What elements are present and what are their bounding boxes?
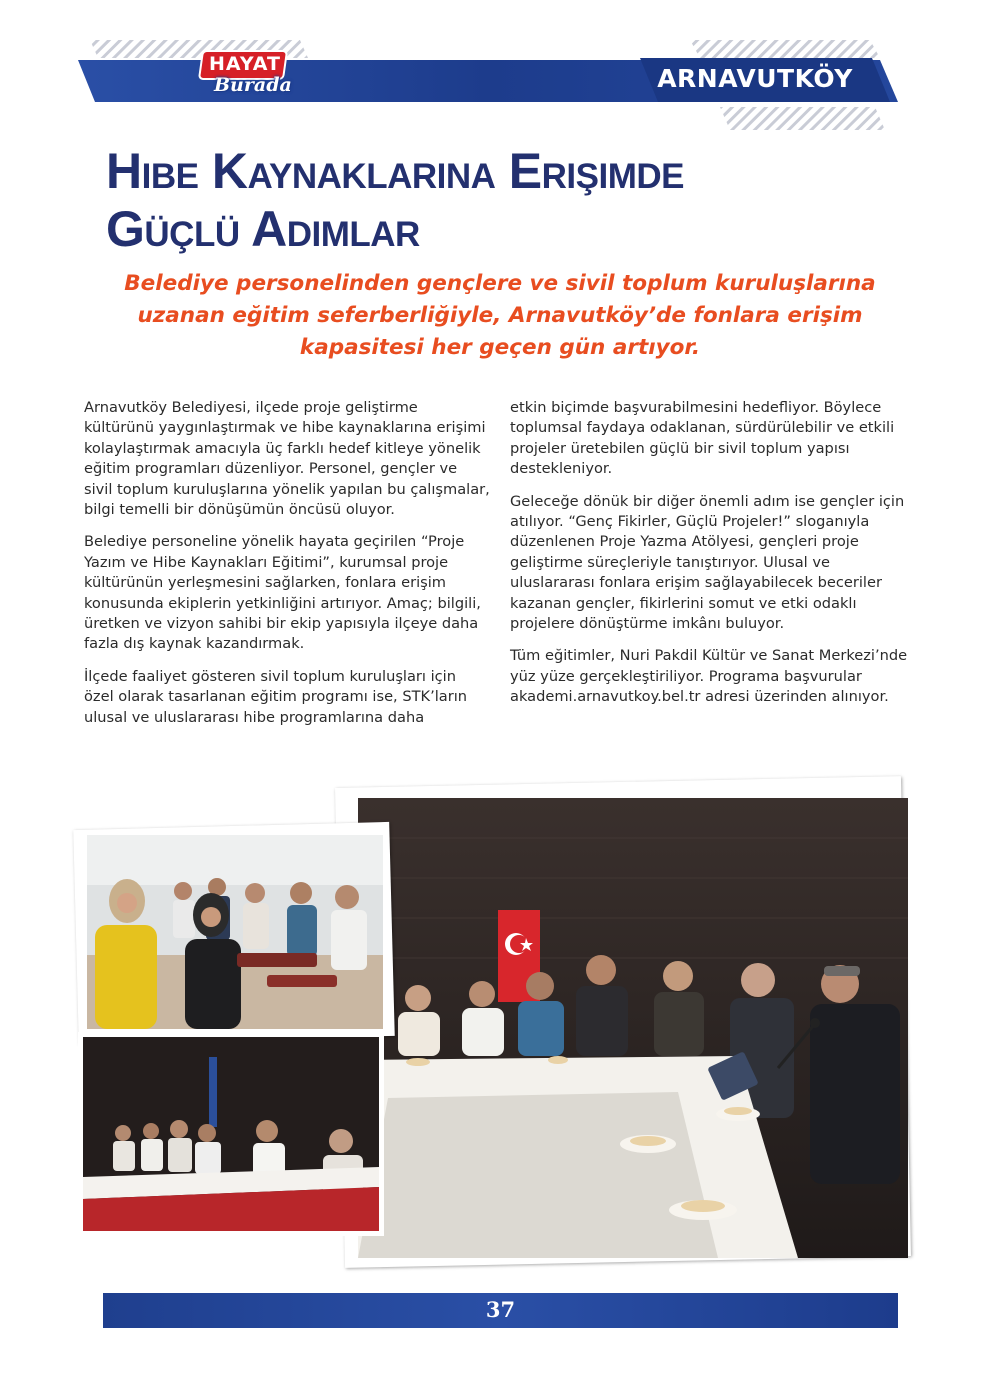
logo-main-text: HAYAT [209,53,281,75]
meeting-photo-main [358,798,908,1258]
page-number: 37 [485,1297,516,1322]
training-participants-photo [82,830,388,1034]
body-paragraph: Belediye personeline yönelik hayata geçirilen “Proje Yazım ve Hibe Kaynakları Eğitimi”, kurumsal proje kültürünün yerleşmesini sağlarken, fonlara erişim konusunda ekiplerin yetkinliğini artırıyor. Amaç; bilgili, üretken ve vizyon sahibi bir ekip yapısıyla ilçeye daha fazla dış kaynak kazandırmak. [84,533,481,653]
body-paragraph: İlçede faaliyet gösteren sivil toplum kuruluşları için özel olarak tasarlanan eğitim programı ise, STK’ların ulusal ve uluslararası hibe programlarına daha [84,667,468,726]
title-line-2: Güçlü Adımlar [106,201,420,257]
stk-photo-illustration [83,1037,379,1231]
article-lead: Belediye personelinden gençlere ve sivil toplum kuruluşlarına uzanan eğitim seferberliğiyle, Arnavutköy’de fonlara erişim kapasitesi her geçen gün artıyor. [124,271,876,360]
participants-photo-illustration [87,835,383,1029]
district-label: ARNAVUTKÖY [657,64,853,93]
page-header [0,0,1000,135]
hayat-burada-logo [198,52,308,100]
stk-training-photo [78,1032,384,1236]
article-title [106,142,906,258]
page-footer [103,1293,898,1328]
body-paragraph: etkin biçimde başvurabilmesini hedefliyor. Böylece toplumsal faydaya odaklanan, sürdürülebilir ve etkili projeler üretebilen güçlü bir sivil toplum yapısı destekleniyor. [510,399,895,478]
meeting-photo-illustration [358,798,908,1258]
body-paragraph: Arnavutköy Belediyesi, ilçede proje geliştirme kültürünü yaygınlaştırmak ve hibe kaynaklarına erişimi kolaylaştırmak amacıyla üç farklı hedef kitleye yönelik eğitim programları düzenliyor. Personel, gençler ve sivil toplum kuruluşlarına yönelik yapılan bu çalışmalar, bilgi temelli bir dönüşümün öncüsü oluyor. [84,399,490,519]
body-column-right [510,398,916,720]
body-paragraph: Geleceğe dönük bir diğer önemli adım ise gençler için atılıyor. “Genç Fikirler, Güçlü Projeler!” sloganıyla düzenlenen Proje Yazma Atölyesi, gençleri proje geliştirme süreçleriyle tanıştırıyor. Ulusal ve uluslararası fonlara erişim sağlayabilecek beceriler kazanan gençler, fikirlerini somut ve etki odaklı projelere dönüştürme imkânı buluyor. [510,492,905,633]
title-line-1: Hibe Kaynaklarına Erişimde [106,143,684,199]
logo-script-text: Burada [214,74,292,96]
body-column-left [84,398,490,740]
body-paragraph: Tüm eğitimler, Nuri Pakdil Kültür ve Sanat Merkezi’nde yüz yüze gerçekleştiriliyor. Programa başvurular akademi.arnavutkoy.bel.tr adresi üzerinden alınıyor. [510,647,908,706]
